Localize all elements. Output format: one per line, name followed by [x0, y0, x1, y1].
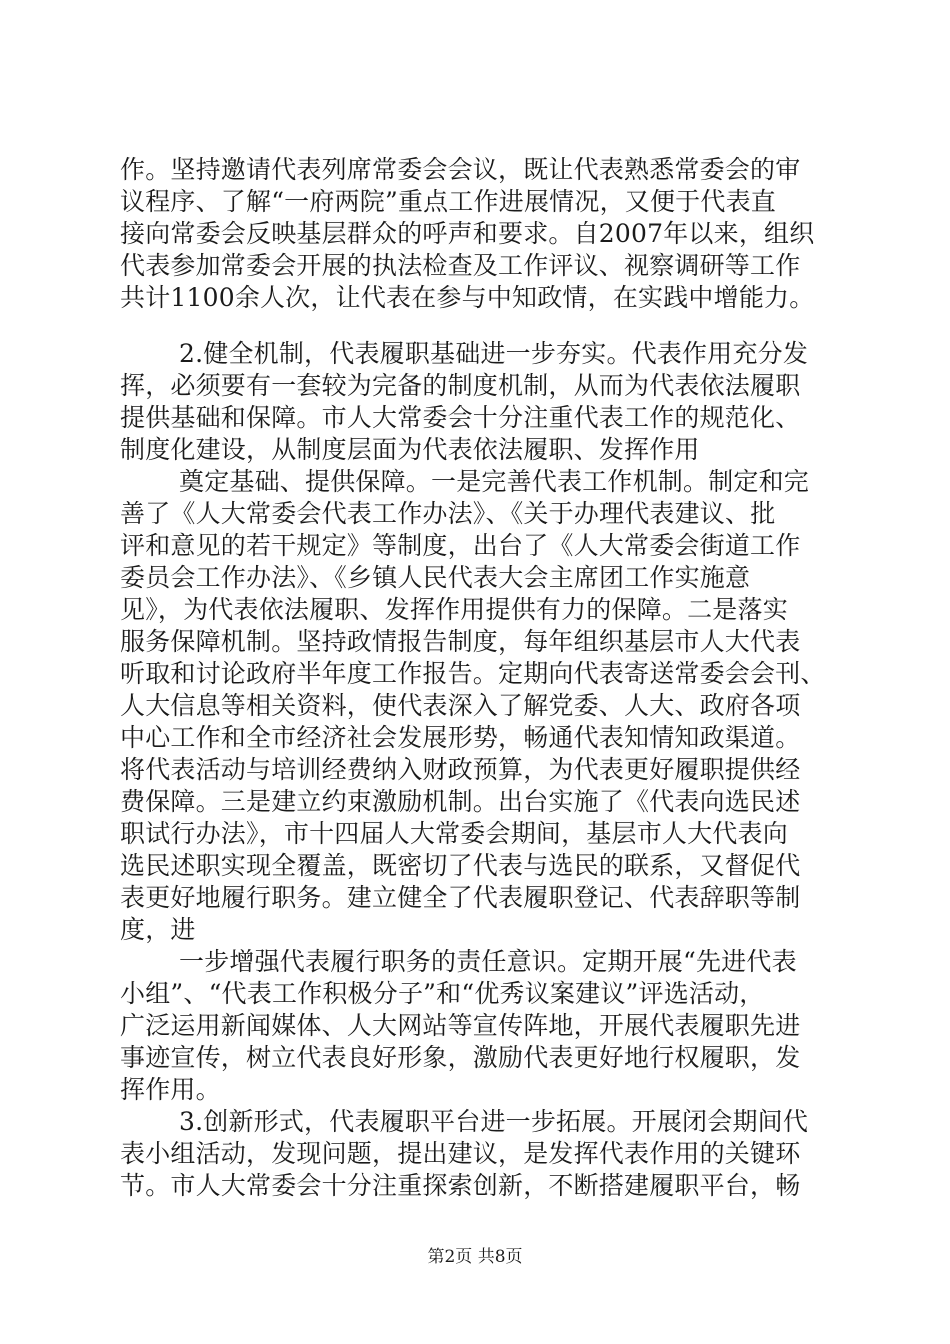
text-line: 费保障。三是建立约束激励机制。出台实施了《代表向选民述	[120, 787, 801, 816]
paragraph	[120, 946, 832, 1106]
text-line: 挥，必须要有一套较为完备的制度机制，从而为代表依法履职	[120, 371, 801, 400]
text-line: 度，进	[120, 915, 196, 944]
text-line: 见》，为代表依法履职、发挥作用提供有力的保障。二是落实	[120, 595, 788, 624]
document-body	[120, 154, 832, 1202]
text-line: 接向常委会反映基层群众的呼声和要求。自2007年以来，组织	[120, 219, 815, 248]
text-line: 善了《人大常委会代表工作办法》、《关于办理代表建议、批	[120, 499, 776, 528]
text-line: 将代表活动与培训经费纳入财政预算，为代表更好履职提供经	[120, 755, 801, 784]
text-line: 2.健全机制，代表履职基础进一步夯实。代表作用充分发	[179, 339, 809, 368]
text-line: 作。坚持邀请代表列席常委会会议，既让代表熟悉常委会的审	[120, 155, 801, 184]
text-line: 节。市人大常委会十分注重探索创新，不断搭建履职平台，畅	[120, 1171, 801, 1200]
text-line: 评和意见的若干规定》等制度，出台了《人大常委会街道工作	[120, 531, 801, 560]
text-line: 委员会工作办法》、《乡镇人民代表大会主席团工作实施意	[120, 563, 751, 592]
paragraph	[120, 338, 832, 466]
text-line: 奠定基础、提供保障。一是完善代表工作机制。制定和完	[179, 467, 810, 496]
text-line: 挥作用。	[120, 1075, 221, 1104]
paragraph	[120, 1106, 832, 1202]
page-footer: 第2页 共8页	[427, 1247, 523, 1267]
text-line: 职试行办法》，市十四届人大常委会期间，基层市人大代表向	[120, 819, 788, 848]
text-line: 广泛运用新闻媒体、人大网站等宣传阵地，开展代表履职先进	[120, 1011, 801, 1040]
text-line: 代表参加常委会开展的执法检查及工作评议、视察调研等工作	[120, 251, 801, 280]
text-line: 选民述职实现全覆盖，既密切了代表与选民的联系，又督促代	[120, 851, 801, 880]
paragraph	[120, 154, 832, 314]
text-line: 服务保障机制。坚持政情报告制度，每年组织基层市人大代表	[120, 627, 801, 656]
text-line: 表小组活动，发现问题，提出建议，是发挥代表作用的关键环	[120, 1139, 801, 1168]
text-line: 共计1100余人次，让代表在参与中知政情，在实践中增能力。	[120, 283, 815, 312]
paragraph-gap	[120, 314, 832, 338]
text-line: 事迹宣传，树立代表良好形象，激励代表更好地行权履职，发	[120, 1043, 801, 1072]
text-line: 提供基础和保障。市人大常委会十分注重代表工作的规范化、	[120, 403, 801, 432]
text-line: 3.创新形式，代表履职平台进一步拓展。开展闭会期间代	[179, 1107, 809, 1136]
text-line: 一步增强代表履行职务的责任意识。定期开展“先进代表	[179, 947, 797, 976]
text-line: 议程序、了解“一府两院”重点工作进展情况，又便于代表直	[120, 187, 776, 216]
text-line: 听取和讨论政府半年度工作报告。定期向代表寄送常委会会刊、	[120, 659, 826, 688]
text-line: 小组”、“代表工作积极分子”和“优秀议案建议”评选活动，	[120, 979, 765, 1008]
text-line: 制度化建设，从制度层面为代表依法履职、发挥作用	[120, 435, 700, 464]
text-line: 表更好地履行职务。建立健全了代表履职登记、代表辞职等制	[120, 883, 801, 912]
text-line: 人大信息等相关资料，使代表深入了解党委、人大、政府各项	[120, 691, 801, 720]
paragraph	[120, 466, 832, 946]
text-line: 中心工作和全市经济社会发展形势，畅通代表知情知政渠道。	[120, 723, 801, 752]
